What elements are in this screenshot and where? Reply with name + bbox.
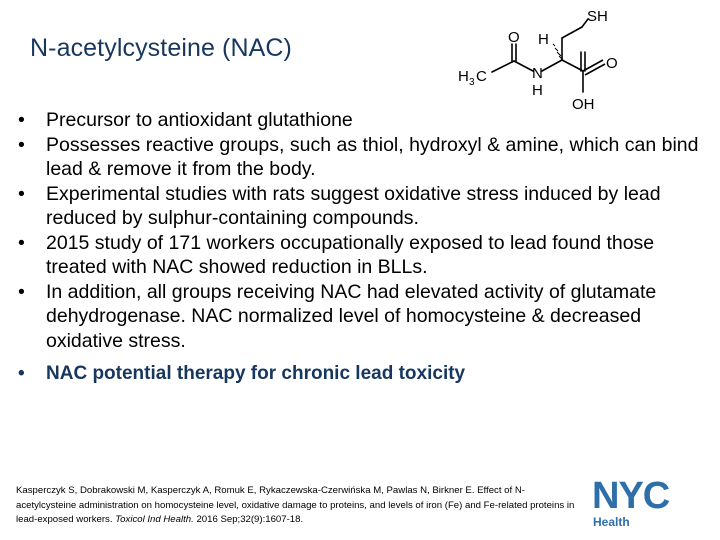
logo-caption: Health [593, 515, 630, 529]
atom-o-right: O [606, 55, 618, 72]
bond-carboxyl-o [583, 60, 603, 71]
bullet-text: NAC potential therapy for chronic lead toxicity [46, 363, 466, 384]
bullet-dot: • [18, 363, 25, 384]
citation [16, 484, 576, 528]
bullet-dot: • [18, 231, 25, 254]
bond-methyl [492, 61, 514, 72]
bullet-item [18, 133, 718, 182]
slide-title: N-acetylcysteine (NAC) [30, 34, 292, 62]
bullet-list [18, 108, 718, 387]
citation-journal: Toxicol Ind Health. [115, 514, 194, 525]
bond-alpha-carboxyl [562, 60, 583, 71]
logo-wordmark: NYC [592, 475, 670, 517]
bullet-item [18, 182, 718, 231]
bullet-item-highlight [18, 362, 718, 387]
bullet-dot: • [18, 280, 25, 303]
bullet-item [18, 231, 718, 280]
bullet-item [18, 280, 718, 354]
atom-c-methyl: C [476, 68, 487, 85]
bond-n-alpha [542, 60, 562, 71]
citation-main: Kasperczyk S, Dobrakowski M, Kasperczyk A, Romuk E, Rykaczewska-Czerwińska M, Pawlas N, Birkner E. Effect of N-acetylcysteine administration on homocysteine level, oxidative damage to proteins, and levels of iron (Fe) and Fe-related proteins in lead-exposed workers. [16, 485, 575, 525]
bond-thiol-carbon [562, 27, 582, 38]
atom-sh: SH [587, 8, 608, 25]
nac-structure-diagram [450, 2, 640, 112]
nyc-health-logo [588, 468, 708, 532]
bullet-text: Possesses reactive groups, such as thiol, hydroxyl & amine, which can bind lead & remove it from the body. [46, 133, 699, 180]
atom-subscript-3: 3 [469, 77, 475, 88]
atom-nh: H [532, 82, 543, 99]
bullet-text: Experimental studies with rats suggest oxidative stress induced by lead reduced by sulphur-containing compounds. [46, 182, 661, 229]
bullet-text: In addition, all groups receiving NAC had elevated activity of glutamate dehydrogenase. NAC normalized level of homocysteine & decreased oxidative stress. [46, 280, 657, 352]
bond-carboxyl-o-double [585, 64, 605, 75]
atom-h-stereo: H [538, 31, 549, 48]
bullet-text: 2015 study of 171 workers occupationally exposed to lead found those treated with NAC showed reduction in BLLs. [46, 231, 655, 278]
bullet-item [18, 108, 718, 133]
bond-amide [514, 61, 533, 71]
atom-oh: OH [572, 96, 595, 112]
citation-details: 2016 Sep;32(9):1607-18. [193, 514, 304, 525]
atom-n: N [532, 65, 543, 82]
bullet-dot: • [18, 133, 25, 156]
atom-o-left: O [508, 29, 520, 46]
atom-h-methyl: H [458, 68, 469, 85]
bullet-dot: • [18, 109, 25, 131]
bullet-dot: • [18, 182, 25, 205]
bullet-text: Precursor to antioxidant glutathione [46, 109, 353, 131]
